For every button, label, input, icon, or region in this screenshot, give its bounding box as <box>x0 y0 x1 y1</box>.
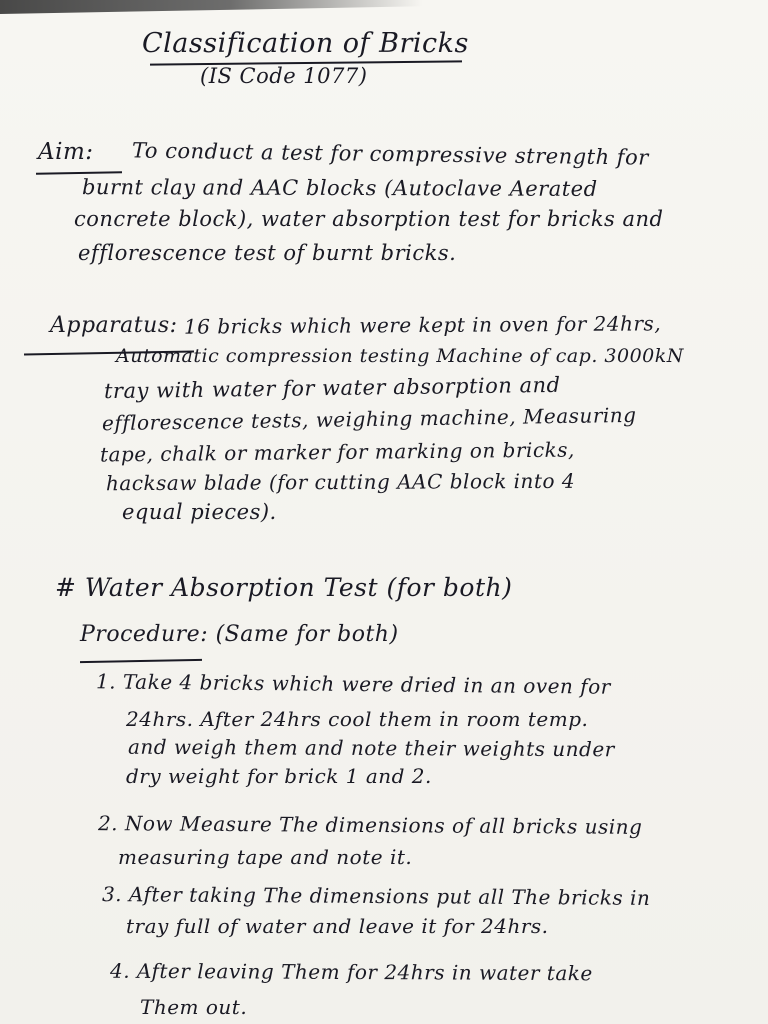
procedure-label: Procedure: (Same for both) <box>80 622 399 647</box>
procedure-step-1-line-2: 24hrs. After 24hrs cool them in room temp. <box>126 707 589 731</box>
procedure-step-1-line-1: 1. Take 4 bricks which were dried in an oven for <box>95 669 611 699</box>
procedure-step-4-line-2: Them out. <box>140 995 248 1019</box>
apparatus-line-4: efflorescence tests, weighing machine, Measuring <box>101 402 637 436</box>
page-subtitle: (IS Code 1077) <box>200 64 368 88</box>
aim-line-2: burnt clay and AAC blocks (Autoclave Aerated <box>81 175 598 201</box>
procedure-step-3-line-2: tray full of water and leave it for 24hrs. <box>126 914 549 938</box>
apparatus-line-1: 16 bricks which were kept in oven for 24hrs, <box>183 311 662 339</box>
procedure-step-1-line-4: dry weight for brick 1 and 2. <box>126 764 432 788</box>
apparatus-label: Apparatus: <box>50 313 178 338</box>
apparatus-line-7: equal pieces). <box>122 500 277 524</box>
procedure-step-2-line-1: 2. Now Measure The dimensions of all bricks using <box>97 811 643 839</box>
procedure-step-1-line-3: and weigh them and note their weights under <box>127 734 615 762</box>
apparatus-line-6: hacksaw blade (for cutting AAC block into 4 <box>105 468 576 496</box>
procedure-step-2-line-2: measuring tape and note it. <box>118 845 413 869</box>
procedure-underline <box>80 659 202 663</box>
aim-label: Aim: <box>38 139 94 165</box>
procedure-step-3-line-1: 3. After taking The dimensions put all The bricks in <box>101 882 651 910</box>
page-corner-shadow <box>0 0 768 14</box>
page-title: Classification of Bricks <box>142 28 469 59</box>
aim-line-3: concrete block), water absorption test for bricks and <box>74 207 664 231</box>
apparatus-line-2: Automatic compression testing Machine of cap. 3000kN <box>116 345 684 367</box>
aim-line-4: efflorescence test of burnt bricks. <box>78 241 457 265</box>
apparatus-line-3: tray with water for water absorption and <box>103 372 561 404</box>
aim-line-1: To conduct a test for compressive strength for <box>131 138 649 170</box>
apparatus-line-5: tape, chalk or marker for marking on bricks, <box>99 437 575 467</box>
procedure-step-4-line-1: 4. After leaving Them for 24hrs in water take <box>109 958 593 986</box>
water-absorption-heading: # Water Absorption Test (for both) <box>55 573 513 602</box>
